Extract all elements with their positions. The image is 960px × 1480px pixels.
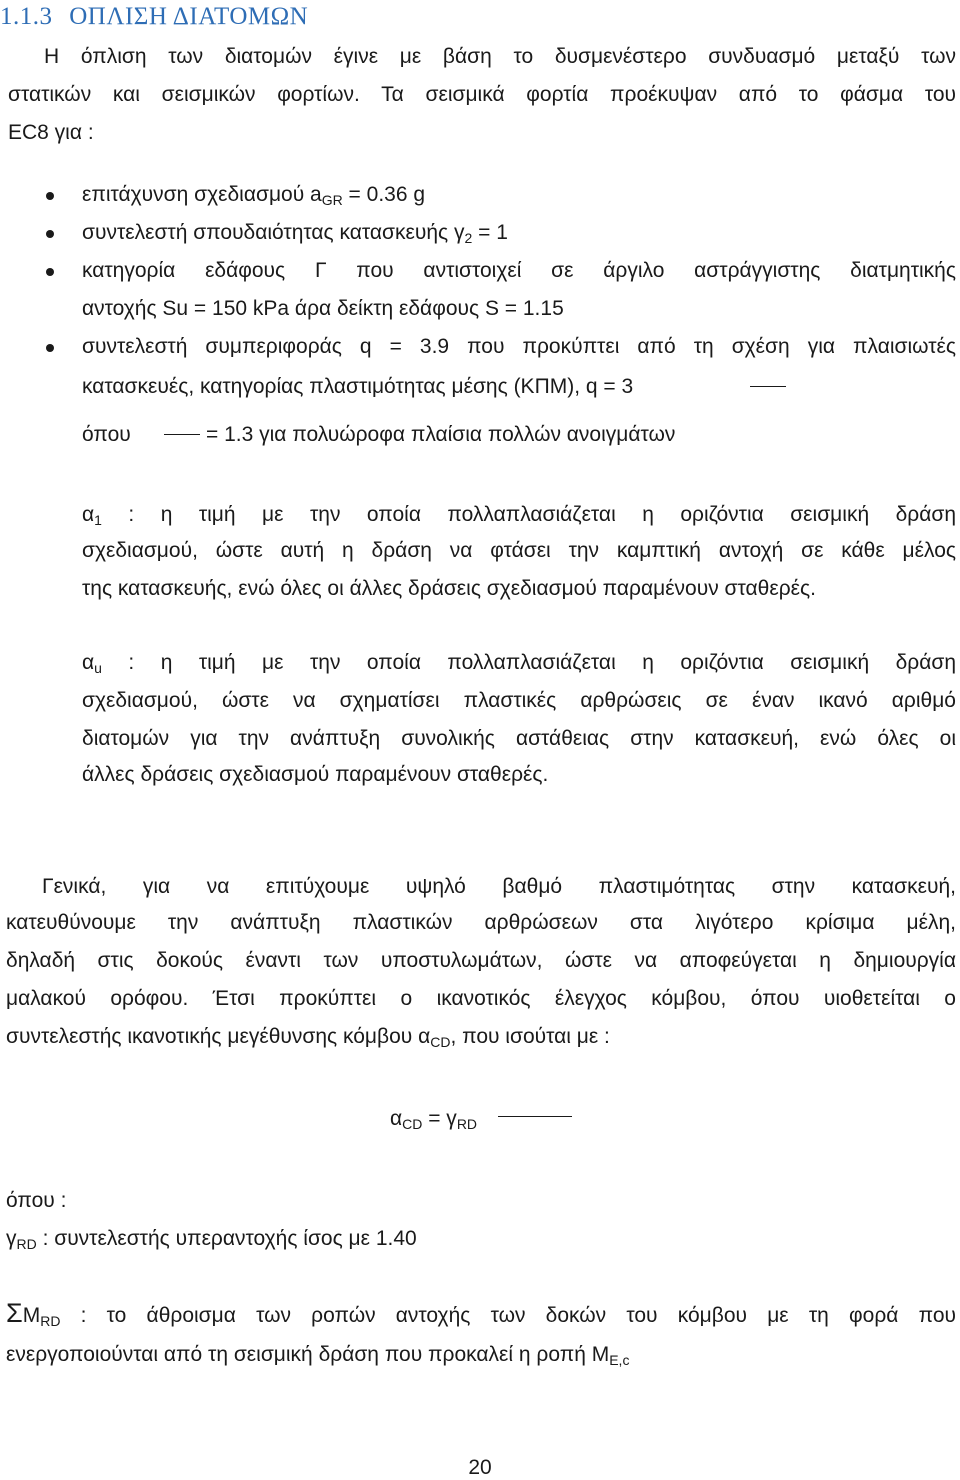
general-paragraph-line-3: δηλαδή στις δοκούς έναντι των υποστυλωμάτων, ώστε να αποφεύγεται η δημιουργία	[6, 949, 956, 972]
fraction-bar	[164, 434, 200, 435]
intro-line-1: Η όπλιση των διατομών έγινε με βάση το δυσμενέστερο συνδυασμό μεταξύ των	[44, 45, 956, 68]
page-number: 20	[468, 1456, 492, 1479]
bullet-soil-category-line-2: αντοχής Su = 150 kPa άρα δείκτη εδάφους S = 1.15	[82, 297, 564, 320]
sum-mrd-definition-line-2: ενεργοποιούνται από τη σεισμική δράση που προκαλεί η ροπή $M_{E,c}$	[6, 1343, 630, 1368]
bullet-behavior-factor-line-1: συντελεστή συμπεριφοράς q = 3.9 που προκύπτει από τη σχέση για πλαισιωτές	[82, 335, 956, 358]
where-label: όπου :	[6, 1189, 67, 1212]
bullet-dot-icon	[46, 230, 54, 238]
general-paragraph-line-2: κατευθύνουμε την ανάπτυξη πλαστικών αρθρώσεων στα λιγότερο κρίσιμα μέλη,	[6, 911, 956, 934]
intro-line-3: EC8 για :	[8, 121, 94, 144]
alphau-definition-line-1: $\alpha_u$ : η τιμή με την οποία πολλαπλασιάζεται η οριζόντια σεισμική δράση	[82, 651, 956, 676]
bullet-design-acceleration: επιτάχυνση σχεδιασμού $a_{GR} = 0.36$ g	[82, 183, 426, 208]
bullet-behavior-factor-line-2: κατασκευές, κατηγορίας πλαστιμότητας μέσης (ΚΠΜ), q = 3	[82, 375, 634, 398]
overstrength-formula: $\alpha_{CD} = \gamma_{RD}$	[390, 1107, 478, 1132]
section-heading	[0, 4, 308, 29]
alpha1-definition-line-1: $\alpha_1$ : η τιμή με την οποία πολλαπλασιάζεται η οριζόντια σεισμική δράση	[82, 503, 956, 528]
section-title: ΟΠΛΙΣΗ ΔΙΑΤΟΜΩΝ	[69, 3, 309, 30]
bullet-importance-factor: συντελεστή σπουδαιότητας κατασκευής $\gamma_2 = 1$	[82, 221, 508, 246]
general-paragraph-line-5: συντελεστής ικανοτικής μεγέθυνσης κόμβου $\alpha_{CD}$, που ισούται με :	[6, 1025, 610, 1050]
alphau-definition-line-2: σχεδιασμού, ώστε να σχηματίσει πλαστικές αρθρώσεις σε έναν ικανό αριθμό	[82, 689, 956, 712]
intro-line-2: στατικών και σεισμικών φορτίων. Τα σεισμικά φορτία προέκυψαν από το φάσμα του	[8, 83, 956, 106]
general-paragraph-line-1: Γενικά, για να επιτύχουμε υψηλό βαθμό πλαστιμότητας στην κατασκευή,	[42, 875, 956, 898]
alphau-definition-line-3: διατομών για την ανάπτυξη συνολικής αστάθειας στην κατασκευή, ενώ όλες οι	[82, 727, 956, 750]
sum-mrd-definition-line-1: $\Sigma M_{RD}$ : το άθροισμα των ροπών αντοχής των δοκών του κόμβου με τη φορά που	[6, 1298, 956, 1329]
bullet-behavior-factor-line-3: όπου	[82, 423, 131, 446]
bullet-soil-category-line-1: κατηγορία εδάφους Γ που αντιστοιχεί σε άργιλο αστράγγιστης διατμητικής	[82, 259, 956, 282]
bullet-dot-icon	[46, 344, 54, 352]
section-number: 1.1.3	[0, 3, 53, 30]
bullet-behavior-factor-line-3-value: = 1.3 για πολυώροφα πλαίσια πολλών ανοιγμάτων	[206, 423, 676, 446]
general-paragraph-line-4: μαλακού ορόφου. Έτσι προκύπτει ο ικανοτικός έλεγχος κόμβου, όπου υιοθετείται ο	[6, 987, 956, 1010]
bullet-dot-icon	[46, 192, 54, 200]
gamma-rd-definition: $\gamma_{RD}$ : συντελεστής υπεραντοχής ίσος με 1.40	[6, 1227, 417, 1252]
bullet-dot-icon	[46, 268, 54, 276]
alphau-definition-line-4: άλλες δράσεις σχεδιασμού παραμένουν σταθερές.	[82, 763, 549, 786]
alpha1-definition-line-2: σχεδιασμού, ώστε αυτή η δράση να φτάσει την καμπτική αντοχή σε κάθε μέλος	[82, 539, 956, 562]
fraction-bar	[750, 386, 786, 387]
alpha1-definition-line-3: της κατασκευής, ενώ όλες οι άλλες δράσεις σχεδιασμού παραμένουν σταθερές.	[82, 577, 816, 600]
fraction-bar	[498, 1116, 572, 1117]
